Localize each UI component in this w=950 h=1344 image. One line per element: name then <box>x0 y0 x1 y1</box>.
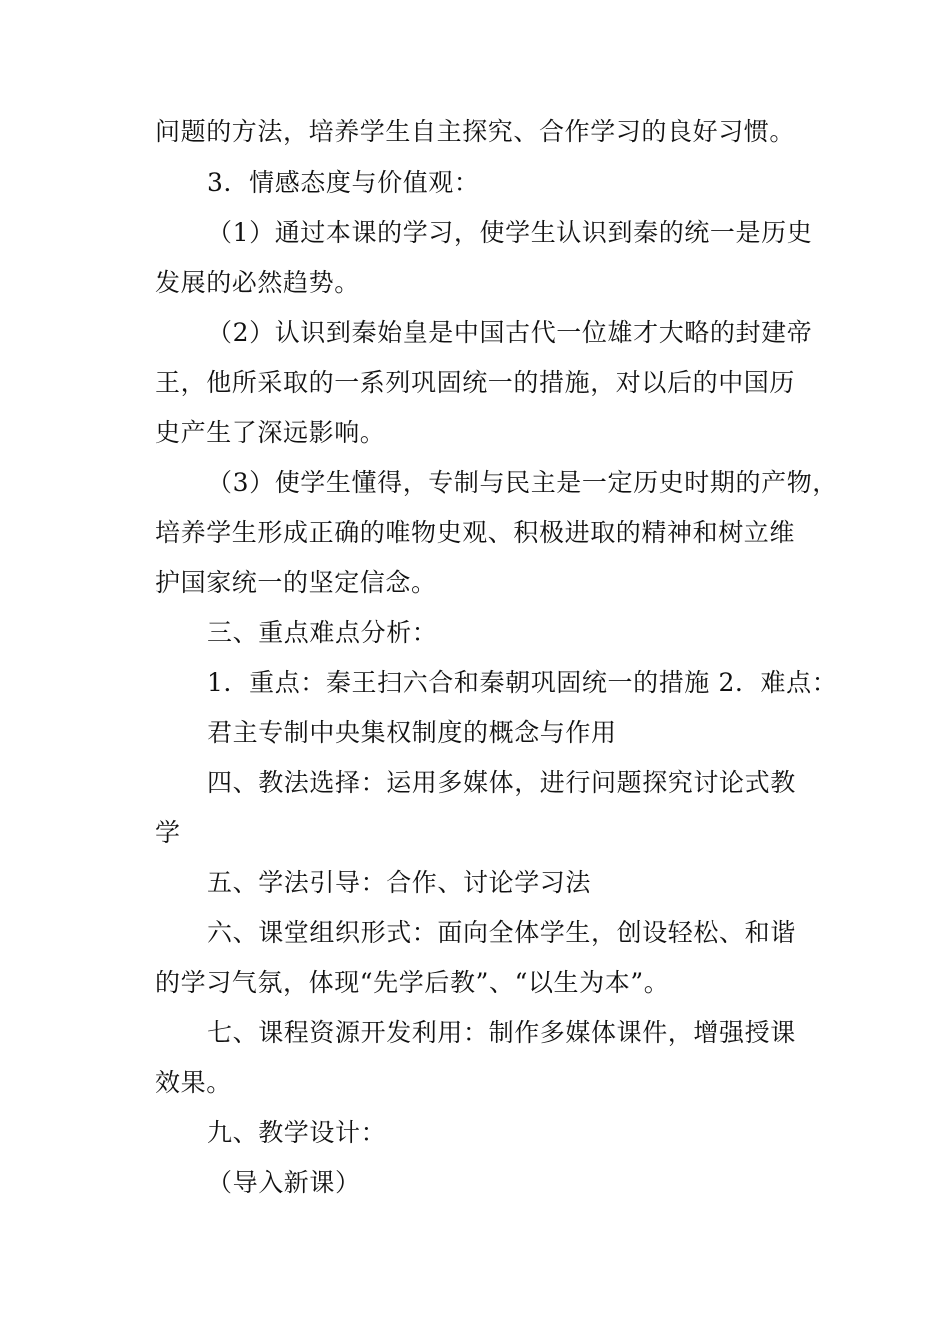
text-line: 君主专制中央集权制度的概念与作用 <box>207 718 617 747</box>
text-line: （2）认识到秦始皇是中国古代一位雄才大略的封建帝 <box>207 318 813 347</box>
text-line: 3．情感态度与价值观： <box>207 168 480 197</box>
text-line: 史产生了深远影响。 <box>155 418 386 447</box>
text-line: 发展的必然趋势。 <box>155 268 360 297</box>
text-line: 五、学法引导：合作、讨论学习法 <box>207 868 592 897</box>
text-line: 学 <box>155 818 181 847</box>
text-line: 六、课堂组织形式：面向全体学生，创设轻松、和谐 <box>207 918 796 947</box>
text-line: 四、教法选择：运用多媒体，进行问题探究讨论式教 <box>207 768 796 797</box>
text-line: 护国家统一的坚定信念。 <box>155 568 437 597</box>
text-line: （1）通过本课的学习，使学生认识到秦的统一是历史 <box>207 218 813 247</box>
text-line: 培养学生形成正确的唯物史观、积极进取的精神和树立维 <box>155 518 796 547</box>
text-line: 王，他所采取的一系列巩固统一的措施，对以后的中国历 <box>155 368 796 397</box>
text-line: （导入新课） <box>207 1168 361 1197</box>
text-line: 效果。 <box>155 1068 232 1097</box>
text-line: 九、教学设计： <box>207 1118 387 1147</box>
text-line: 1．重点：秦王扫六合和秦朝巩固统一的措施 2．难点： <box>207 668 838 697</box>
text-line: （3）使学生懂得，专制与民主是一定历史时期的产物， <box>207 468 838 497</box>
text-line: 三、重点难点分析： <box>207 618 438 647</box>
text-line: 问题的方法，培养学生自主探究、合作学习的良好习惯。 <box>155 117 796 146</box>
text-line: 的学习气氛，体现“先学后教”、“以生为本”。 <box>155 968 670 997</box>
text-line: 七、课程资源开发利用：制作多媒体课件，增强授课 <box>207 1018 796 1047</box>
